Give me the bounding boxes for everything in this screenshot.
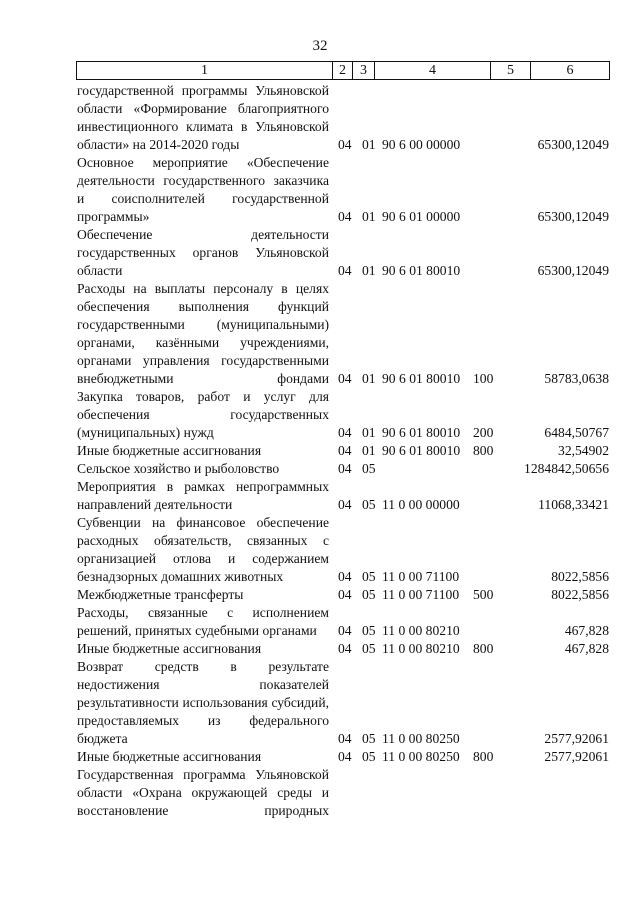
row-target-code: 11 0 00 80210: [382, 623, 460, 638]
header-col-6: 6: [566, 63, 574, 78]
row-section: 04: [338, 749, 352, 764]
row-amount: 467,828: [564, 641, 609, 656]
row-name: Обеспечение деятельности государственных органов Ульяновской области: [77, 227, 329, 278]
header-col-3: 3: [353, 62, 375, 79]
row-name: Расходы на выплаты персоналу в целях обеспечения выполнения функций государственными (муниципальными) органами, казёнными учреждениями, органами управления государственными внебюджетными фондами: [77, 281, 329, 386]
row-target-code: 11 0 00 80250: [382, 749, 460, 764]
row-name: Межбюджетные трансферты: [77, 587, 244, 602]
row-section: 04: [338, 569, 352, 584]
row-codes: [0, 748, 640, 766]
row-subsection: 05: [362, 587, 376, 602]
row-name: Государственная программа Ульяновской области «Охрана окружающей среды и восстановление природных: [77, 767, 329, 818]
row-subsection: 01: [362, 209, 376, 224]
row-codes: [0, 460, 640, 478]
row-name: Сельское хозяйство и рыболовство: [77, 461, 280, 476]
page-number: 32: [312, 38, 328, 54]
row-codes: [0, 568, 640, 586]
header-col-4: 4: [375, 62, 491, 79]
row-expense-type: 800: [473, 641, 494, 656]
row-name: Основное мероприятие «Обеспечение деятельности государственного заказчика и соисполнителей государственной программы»: [77, 155, 329, 224]
row-target-code: 90 6 01 80010: [382, 371, 461, 386]
row-name: Расходы, связанные с исполнением решений, принятых судебными органами: [77, 605, 329, 638]
row-subsection: 05: [362, 731, 376, 746]
row-subsection: 01: [362, 137, 376, 152]
table-row: [0, 640, 640, 658]
row-expense-type: 800: [473, 443, 494, 458]
row-amount: 8022,5856: [551, 587, 609, 602]
row-codes: [0, 442, 640, 460]
row-section: 04: [338, 641, 352, 656]
row-subsection: 01: [362, 371, 376, 386]
table-row: [0, 460, 640, 478]
row-subsection: 01: [362, 443, 376, 458]
row-codes: [0, 208, 640, 226]
row-codes: [0, 496, 640, 514]
row-amount: 8022,5856: [551, 569, 609, 584]
row-target-code: 90 6 01 80010: [382, 443, 461, 458]
table-row: [0, 280, 640, 388]
row-amount: 6484,50767: [544, 425, 609, 440]
row-subsection: 05: [362, 623, 376, 638]
row-amount: 65300,12049: [537, 263, 609, 278]
row-expense-type: 100: [473, 371, 494, 386]
row-section: 04: [338, 623, 352, 638]
row-amount: 65300,12049: [537, 209, 609, 224]
header-col-5: 5: [491, 62, 531, 79]
row-name: Субвенции на финансовое обеспечение расходных обязательств, связанных с организацией отлова и содержанием безнадзорных домашних животных: [77, 515, 329, 584]
row-codes: [0, 136, 640, 154]
row-name: государственной программы Ульяновской области «Формирование благоприятного инвестиционного климата в Ульяновской области» на 2014-2020 годы: [77, 83, 329, 152]
row-section: 04: [338, 731, 352, 746]
row-section: 04: [338, 425, 352, 440]
row-amount: 2577,92061: [544, 749, 609, 764]
row-amount: 2577,92061: [544, 731, 609, 746]
table-body: [0, 82, 640, 820]
row-target-code: 11 0 00 71100: [382, 569, 460, 584]
row-name: Возврат средств в результате недостижения показателей результативности использования субсидий, предоставляемых из федерального бюджета: [77, 659, 329, 746]
row-codes: [0, 262, 640, 280]
row-section: 04: [338, 443, 352, 458]
row-expense-type: 800: [473, 749, 494, 764]
table-row: [0, 442, 640, 460]
row-expense-type: 200: [473, 425, 494, 440]
row-target-code: 11 0 00 71100: [382, 587, 460, 602]
table-row: [0, 604, 640, 640]
row-target-code: 11 0 00 00000: [382, 497, 460, 512]
row-amount: 65300,12049: [537, 137, 609, 152]
table-row: [0, 82, 640, 154]
row-amount: 1284842,50656: [524, 461, 609, 476]
header-col-1: 1: [77, 62, 333, 79]
table-row: [0, 514, 640, 586]
row-codes: [0, 640, 640, 658]
row-target-code: 90 6 01 80010: [382, 263, 461, 278]
row-codes: [0, 586, 640, 604]
table-header: [76, 61, 610, 80]
row-codes: [0, 370, 640, 388]
row-target-code: 11 0 00 80250: [382, 731, 460, 746]
row-subsection: 05: [362, 569, 376, 584]
row-subsection: 01: [362, 263, 376, 278]
row-subsection: 01: [362, 425, 376, 440]
row-name: Закупка товаров, работ и услуг для обеспечения государственных (муниципальных) нужд: [77, 389, 329, 440]
table-row: [0, 766, 640, 820]
row-name: Мероприятия в рамках непрограммных направлений деятельности: [77, 479, 329, 512]
table-row: [0, 388, 640, 442]
row-subsection: 05: [362, 497, 376, 512]
row-name: Иные бюджетные ассигнования: [77, 443, 262, 458]
row-name: Иные бюджетные ассигнования: [77, 749, 262, 764]
table-row: [0, 586, 640, 604]
row-amount: 32,54902: [558, 443, 609, 458]
row-amount: 11068,33421: [538, 497, 609, 512]
row-codes: [0, 424, 640, 442]
table-row: [0, 748, 640, 766]
row-section: 04: [338, 137, 352, 152]
row-codes: [0, 802, 640, 820]
row-target-code: 90 6 01 00000: [382, 209, 461, 224]
row-subsection: 05: [362, 641, 376, 656]
row-codes: [0, 622, 640, 640]
row-section: 04: [338, 209, 352, 224]
row-section: 04: [338, 461, 352, 476]
row-target-code: 11 0 00 80210: [382, 641, 460, 656]
row-amount: 467,828: [564, 623, 609, 638]
row-amount: 58783,0638: [544, 371, 609, 386]
table-row: [0, 154, 640, 226]
row-subsection: 05: [362, 749, 376, 764]
header-col-2: 2: [333, 62, 353, 79]
row-target-code: 90 6 00 00000: [382, 137, 461, 152]
row-section: 04: [338, 587, 352, 602]
row-section: 04: [338, 263, 352, 278]
row-subsection: 05: [362, 461, 376, 476]
table-row: [0, 478, 640, 514]
row-expense-type: 500: [473, 587, 494, 602]
row-codes: [0, 730, 640, 748]
row-target-code: 90 6 01 80010: [382, 425, 461, 440]
row-name: Иные бюджетные ассигнования: [77, 641, 262, 656]
row-section: 04: [338, 371, 352, 386]
table-row: [0, 658, 640, 748]
row-section: 04: [338, 497, 352, 512]
table-row: [0, 226, 640, 280]
